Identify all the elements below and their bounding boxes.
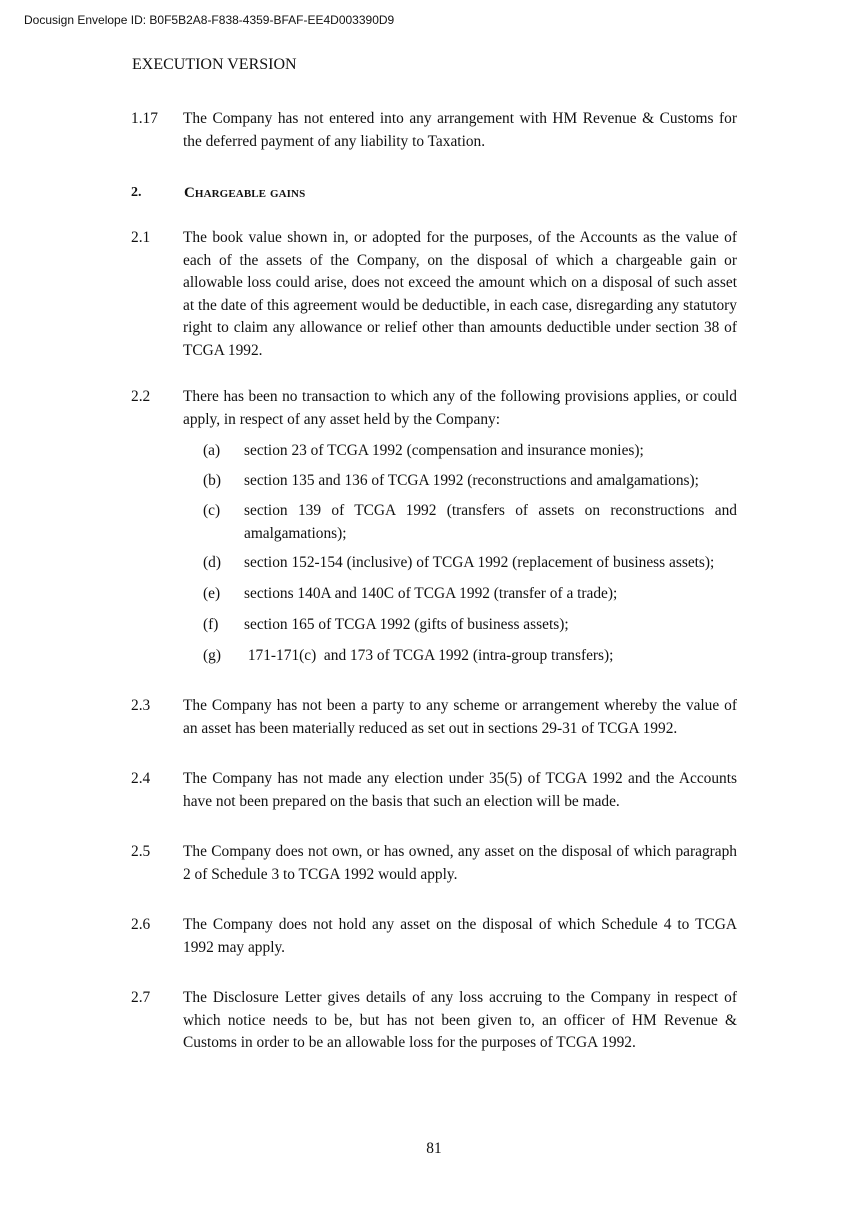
- paragraph-text: The Company has not made any election under 35(5) of TCGA 1992 and the Accounts have not been prepared on the basis that such an election will be made.: [183, 770, 737, 810]
- subitem-b: [203, 470, 737, 493]
- paragraph-number: 2.1: [131, 229, 151, 246]
- paragraph-text: There has been no transaction to which any of the following provisions applies, or could apply, in respect of any asset held by the Company:: [183, 388, 737, 428]
- subitem-label: (g): [203, 647, 221, 664]
- paragraph-number: 1.17: [131, 110, 158, 127]
- subitem-text: section 165 of TCGA 1992 (gifts of business assets);: [244, 616, 569, 633]
- subitem-label: (c): [203, 502, 221, 519]
- subitem-g: [203, 645, 737, 668]
- subitem-label: (a): [203, 442, 221, 459]
- subitem-text: section 152-154 (inclusive) of TCGA 1992 (replacement of business assets);: [244, 554, 715, 571]
- section-title: Chargeable gains: [184, 185, 306, 201]
- subitem-text: sections 140A and 140C of TCGA 1992 (transfer of a trade);: [244, 585, 618, 602]
- paragraph-text: The Company does not hold any asset on the disposal of which Schedule 4 to TCGA 1992 may apply.: [183, 916, 737, 956]
- paragraph-text: The book value shown in, or adopted for the purposes, of the Accounts as the value of each of the assets of the Company, on the disposal of which a chargeable gain or allowable loss could arise, does not exceed the amount which on a disposal of such asset at the date of this agreement would be deductible, in each case, disregarding any statutory right to claim any allowance or relief other than amounts deductible under section 38 of TCGA 1992.: [183, 229, 737, 359]
- subitem-label: (d): [203, 554, 221, 571]
- execution-version-header: EXECUTION VERSION: [132, 56, 297, 73]
- paragraph-number: 2.6: [131, 916, 151, 933]
- paragraph-2-7: [131, 987, 737, 1055]
- paragraph-2-6: [131, 914, 737, 959]
- paragraph-number: 2.4: [131, 770, 151, 787]
- section-number: 2.: [131, 185, 142, 200]
- docusign-envelope-id: Docusign Envelope ID: B0F5B2A8-F838-4359-BFAF-EE4D003390D9: [24, 13, 395, 27]
- subitem-label: (f): [203, 616, 219, 633]
- subitem-e: [203, 583, 737, 606]
- subitem-text: section 135 and 136 of TCGA 1992 (reconstructions and amalgamations);: [244, 472, 699, 489]
- subitem-c: [203, 500, 737, 545]
- paragraph-text: The Company has not entered into any arrangement with HM Revenue & Customs for the deferred payment of any liability to Taxation.: [183, 110, 737, 150]
- paragraph-number: 2.5: [131, 843, 151, 860]
- paragraph-number: 2.2: [131, 388, 151, 405]
- page-number: 81: [426, 1140, 442, 1157]
- paragraph-2-5: [131, 841, 737, 886]
- paragraph-number: 2.3: [131, 697, 151, 714]
- subitem-label: (b): [203, 472, 221, 489]
- paragraph-2-4: [131, 768, 737, 813]
- paragraph-number: 2.7: [131, 989, 151, 1006]
- subitem-text: 171-171(c) and 173 of TCGA 1992 (intra-group transfers);: [244, 647, 614, 664]
- subitem-label: (e): [203, 585, 221, 602]
- paragraph-2-1: [131, 227, 737, 362]
- paragraph-text: The Disclosure Letter gives details of any loss accruing to the Company in respect of which notice needs to be, but has not been given to, an officer of HM Revenue & Customs in order to be an allowable loss for the purposes of TCGA 1992.: [183, 989, 737, 1051]
- paragraph-2-2: [131, 386, 737, 431]
- subitem-text: section 23 of TCGA 1992 (compensation and insurance monies);: [244, 442, 644, 459]
- paragraph-text: The Company has not been a party to any scheme or arrangement whereby the value of an asset has been materially reduced as set out in sections 29-31 of TCGA 1992.: [183, 697, 737, 737]
- subitem-a: [203, 440, 737, 463]
- subitem-text: section 139 of TCGA 1992 (transfers of assets on reconstructions and amalgamations);: [244, 502, 737, 542]
- subitem-d: [203, 552, 737, 575]
- paragraph-1-17: [131, 108, 737, 153]
- subitem-f: [203, 614, 737, 637]
- paragraph-2-3: [131, 695, 737, 740]
- paragraph-text: The Company does not own, or has owned, any asset on the disposal of which paragraph 2 of Schedule 3 to TCGA 1992 would apply.: [183, 843, 737, 883]
